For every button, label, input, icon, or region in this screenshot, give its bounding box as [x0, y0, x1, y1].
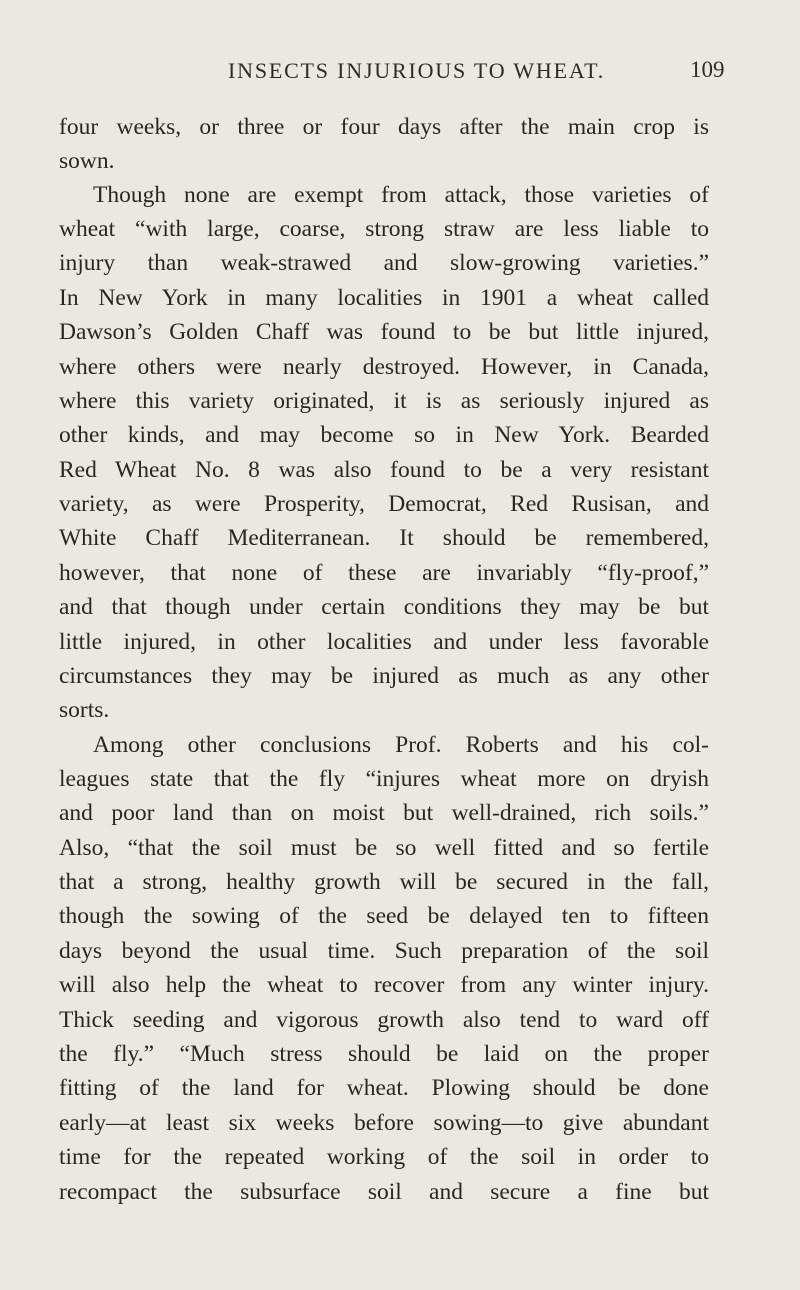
- text-line: and that though under certain conditions they may be but: [59, 594, 709, 620]
- text-line: sorts.: [59, 697, 110, 723]
- text-line: leagues state that the fly “injures wheat more on dryish: [59, 766, 709, 792]
- text-line: Red Wheat No. 8 was also found to be a very resistant: [59, 457, 709, 483]
- text-line: variety, as were Prosperity, Democrat, Red Rusisan, and: [59, 491, 709, 517]
- text-line: where others were nearly destroyed. However, in Canada,: [59, 354, 709, 380]
- text-line: circumstances they may be injured as much as any other: [59, 663, 709, 689]
- text-line: little injured, in other localities and under less favorable: [59, 629, 709, 655]
- text-line: however, that none of these are invariably “fly-proof,”: [59, 560, 709, 586]
- text-line: Also, “that the soil must be so well fitted and so fertile: [59, 835, 709, 861]
- text-line: and poor land than on moist but well-drained, rich soils.”: [59, 800, 709, 826]
- text-line: that a strong, healthy growth will be secured in the fall,: [59, 869, 709, 895]
- text-line: wheat “with large, coarse, strong straw are less liable to: [59, 216, 709, 242]
- text-line: days beyond the usual time. Such preparation of the soil: [59, 938, 709, 964]
- text-line: injury than weak-strawed and slow-growing varieties.”: [59, 250, 709, 276]
- text-line: the fly.” “Much stress should be laid on the proper: [59, 1041, 709, 1067]
- text-line: other kinds, and may become so in New York. Bearded: [59, 422, 709, 448]
- text-line: four weeks, or three or four days after the main crop is: [59, 114, 709, 140]
- running-head: INSECTS INJURIOUS TO WHEAT.: [228, 58, 605, 83]
- text-line: Thick seeding and vigorous growth also tend to ward off: [59, 1007, 709, 1033]
- text-line: Among other conclusions Prof. Roberts and his col-: [93, 732, 709, 758]
- text-line: will also help the wheat to recover from any winter injury.: [59, 972, 709, 998]
- text-line: recompact the subsurface soil and secure a fine but: [59, 1179, 709, 1205]
- text-line: early—at least six weeks before sowing—to give abundant: [59, 1110, 709, 1136]
- text-line: where this variety originated, it is as seriously injured as: [59, 388, 709, 414]
- text-line: Though none are exempt from attack, those varieties of: [93, 182, 709, 208]
- text-line: Dawson’s Golden Chaff was found to be but little injured,: [59, 319, 709, 345]
- text-line: In New York in many localities in 1901 a wheat called: [59, 285, 709, 311]
- text-line: time for the repeated working of the soil in order to: [59, 1144, 709, 1170]
- page-number: 109: [690, 57, 725, 82]
- text-line: fitting of the land for wheat. Plowing should be done: [59, 1075, 709, 1101]
- text-line: though the sowing of the seed be delayed ten to fifteen: [59, 903, 709, 929]
- text-line: sown.: [59, 148, 115, 174]
- text-line: White Chaff Mediterranean. It should be remembered,: [59, 525, 709, 551]
